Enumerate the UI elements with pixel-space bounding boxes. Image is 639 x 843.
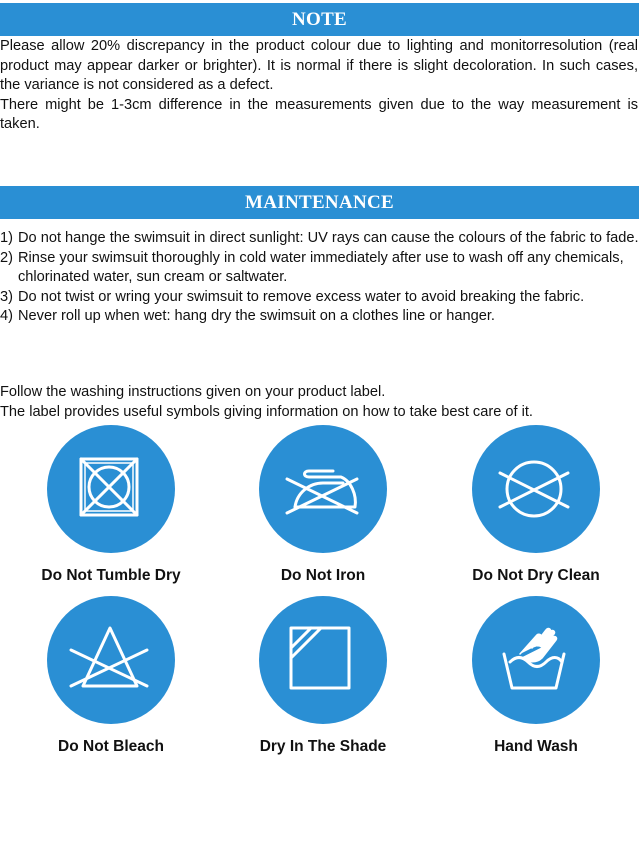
note-paragraph: Please allow 20% discrepancy in the product colour due to lighting and monitorresolution (real product may appear darker or brighter). It is normal if there is slight decoloration. In such cases, the variance is not considered as a defect.	[0, 38, 638, 93]
item-text: Rinse your swimsuit thoroughly in cold water immediately after use to wash off any chemicals, chlorinated water, sun cream or saltwater.	[18, 249, 624, 285]
item-number: 1)	[0, 230, 13, 246]
note-title: NOTE	[291, 9, 348, 30]
dry-in-shade-icon	[259, 596, 387, 724]
list-item	[0, 249, 639, 288]
symbol-label: Do Not Iron	[280, 567, 366, 584]
symbol-label: Hand Wash	[494, 738, 578, 755]
item-text: Never roll up when wet: hang dry the swimsuit on a clothes line or hanger.	[18, 308, 495, 324]
do-not-bleach-icon	[47, 596, 175, 724]
care-symbol-bleach	[21, 596, 201, 756]
care-symbol-hand-wash	[446, 596, 626, 756]
item-text: Do not hange the swimsuit in direct sunlight: UV rays can cause the colours of the fabric to fade.	[18, 230, 639, 246]
do-not-iron-icon	[259, 425, 387, 553]
do-not-dry-clean-icon	[472, 425, 600, 553]
note-section	[0, 37, 638, 135]
item-text: Do not twist or wring your swimsuit to remove excess water to avoid breaking the fabric.	[18, 288, 585, 305]
symbol-label: Do Not Bleach	[58, 738, 164, 755]
item-number: 2)	[0, 249, 13, 266]
care-symbol-dry-clean	[446, 425, 626, 585]
note-banner	[0, 3, 639, 36]
instructions-text	[0, 383, 639, 422]
care-symbol-tumble-dry	[21, 425, 201, 585]
maintenance-title: MAINTENANCE	[245, 192, 394, 213]
list-item	[0, 229, 639, 249]
symbol-label: Do Not Tumble Dry	[41, 567, 181, 584]
note-paragraph: There might be 1-3cm difference in the measurements given due to the way measurement is taken.	[0, 96, 638, 132]
symbol-label: Dry In The Shade	[259, 738, 387, 755]
list-item	[0, 288, 639, 308]
maintenance-banner	[0, 186, 639, 219]
hand-wash-icon	[472, 596, 600, 724]
list-item	[0, 307, 639, 327]
item-number: 3)	[0, 288, 13, 305]
item-number: 4)	[0, 308, 13, 324]
instructions-line: The label provides useful symbols giving information on how to take best care of it.	[0, 403, 533, 420]
instructions-line: Follow the washing instructions given on your product label.	[0, 384, 386, 400]
care-symbol-iron	[233, 425, 413, 585]
care-symbol-dry-shade	[233, 596, 413, 756]
symbol-label: Do Not Dry Clean	[472, 567, 600, 584]
maintenance-list	[0, 229, 639, 327]
do-not-tumble-dry-icon	[47, 425, 175, 553]
